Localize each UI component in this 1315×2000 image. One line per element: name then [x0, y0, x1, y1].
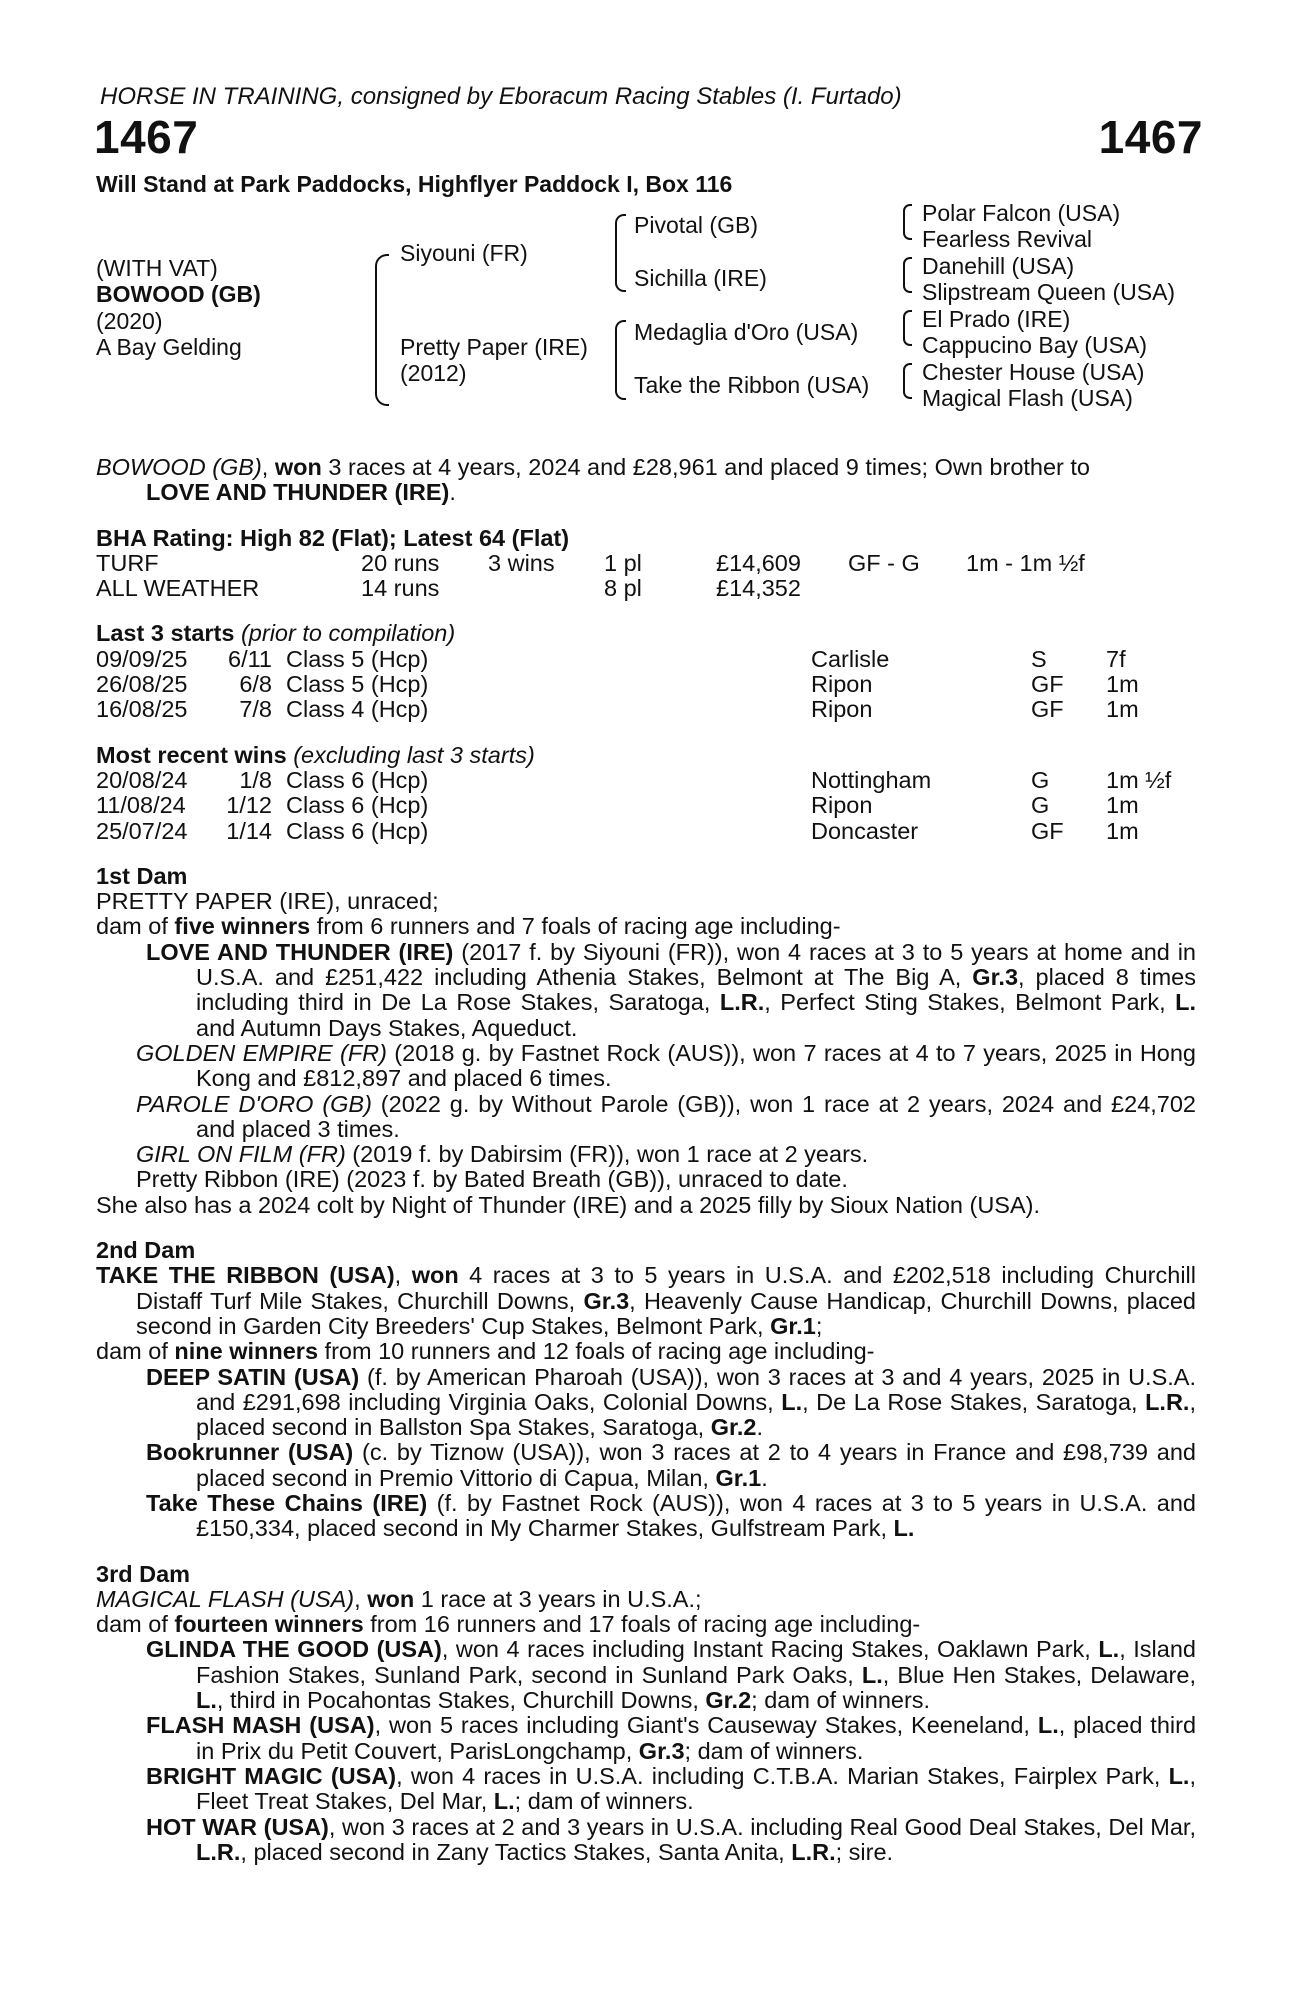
- entry-name: GIRL ON FILM (FR): [136, 1141, 346, 1168]
- run-course: Carlisle: [811, 645, 890, 672]
- run-distance: 7f: [1106, 645, 1126, 672]
- dam1-winners: five winners: [174, 913, 311, 940]
- dam3-won: won: [367, 1585, 415, 1612]
- entry-grade: L.: [861, 1661, 883, 1688]
- dam2-text: ;: [815, 1312, 823, 1339]
- run-date: 16/08/25: [96, 696, 188, 723]
- entry-name: PAROLE D'ORO (GB): [136, 1090, 372, 1117]
- entry-text: .: [761, 1464, 768, 1491]
- pedigree-dam: Pretty Paper (IRE): [400, 334, 588, 360]
- summary-brother-line: [96, 480, 1196, 505]
- dam1-entry: [96, 1041, 1196, 1092]
- recent-title: Most recent wins: [96, 741, 287, 768]
- pedigree-ggs-8: Magical Flash (USA): [922, 385, 1133, 411]
- pedigree-brace-g2: [903, 257, 912, 293]
- recent-row: [96, 819, 1196, 844]
- entry-grade: Gr.2: [705, 1687, 752, 1714]
- run-course: Ripon: [811, 696, 873, 723]
- run-class: Class 5 (Hcp): [286, 645, 429, 672]
- dam3-l2a: dam of: [96, 1611, 175, 1638]
- dam2-text: , Heavenly Cause Handicap, Churchill Downs, placed second in Garden City Breeders' Cup Stakes, Belmont Park,: [136, 1287, 1196, 1339]
- pedigree-brace-main: [375, 254, 389, 406]
- dam2-won: won: [411, 1262, 459, 1289]
- run-going: S: [1031, 645, 1047, 672]
- summary-won: won: [274, 454, 322, 480]
- entry-text: , placed 8 times including third in De La Rose Stakes, Saratoga,: [196, 964, 1196, 1016]
- win-class: Class 6 (Hcp): [286, 817, 429, 844]
- dam1-l2a: dam of: [96, 913, 175, 940]
- rating-aw-row: [96, 576, 1196, 601]
- entry-grade: L.R.: [1145, 1388, 1190, 1415]
- win-distance: 1m: [1106, 817, 1139, 844]
- entry-text: (2022 g. by Without Parole (GB)), won 1 race at 2 years, 2024 and £24,702 and placed 3 times.: [196, 1090, 1197, 1142]
- entry-grade: Gr.1: [715, 1464, 762, 1491]
- summary-text: 3 races at 4 years, 2024 and £28,961 and placed 9 times; Own brother to: [321, 454, 1091, 480]
- dam2-title: 2nd Dam: [96, 1237, 196, 1264]
- dam1-line2: [96, 914, 1196, 939]
- entry-name: LOVE AND THUNDER (IRE): [146, 938, 454, 965]
- entry-grade: Gr.3: [638, 1737, 685, 1764]
- entry-text: , De La Rose Stakes, Saratoga,: [802, 1388, 1146, 1415]
- pedigree-dam-year: (2012): [400, 360, 467, 386]
- entry-grade: Gr.2: [710, 1414, 757, 1441]
- run-distance: 1m: [1106, 671, 1139, 698]
- entry-text: , placed second in Ballston Spa Stakes, Saratoga,: [196, 1388, 1196, 1441]
- dam1-entry: [96, 940, 1196, 1041]
- entry-name: HOT WAR (USA): [146, 1813, 329, 1840]
- consignment-line: HORSE IN TRAINING, consigned by Eboracum Racing Stables (I. Furtado): [100, 83, 902, 110]
- entry-text: and Autumn Days Stakes, Aqueduct.: [196, 1014, 578, 1041]
- entry-text: .: [756, 1414, 763, 1441]
- win-date: 25/07/24: [96, 817, 188, 844]
- win-class: Class 6 (Hcp): [286, 766, 429, 793]
- dam3-entry: [96, 1764, 1196, 1815]
- dam2-grade: Gr.1: [770, 1312, 816, 1339]
- run-going: GF: [1031, 671, 1064, 698]
- pedigree-brace-dam: [615, 320, 626, 400]
- entry-text: ; dam of winners.: [684, 1737, 864, 1764]
- aw-pl: 8 pl: [604, 575, 642, 602]
- run-date: 09/09/25: [96, 645, 188, 672]
- run-course: Ripon: [811, 671, 873, 698]
- entry-text: , third in Pocahontas Stakes, Churchill Downs,: [216, 1687, 706, 1714]
- dam1-title: 1st Dam: [96, 862, 188, 889]
- entry-text: , won 4 races in U.S.A. including C.T.B.A. Marian Stakes, Fairplex Park,: [396, 1762, 1169, 1789]
- dam1-entry: Pretty Ribbon (IRE) (2023 f. by Bated Breath (GB)), unraced to date.: [136, 1166, 848, 1193]
- entry-text: (2017 f. by Siyouni (FR)), won 4 races at 3 to 5 years at home and in U.S.A. and £251,422 including Athenia Stakes, Belmont at The Big A,: [196, 938, 1196, 991]
- horse-name: BOWOOD (GB): [96, 281, 261, 307]
- dam3-winners: fourteen winners: [174, 1611, 364, 1638]
- entry-text: , won 3 races at 2 and 3 years in U.S.A. including Real Good Deal Stakes, Del Mar,: [328, 1813, 1196, 1840]
- dam2-grade: Gr.3: [583, 1287, 630, 1314]
- pedigree-brace-g3: [903, 310, 912, 346]
- entry-grade: Gr.3: [972, 964, 1019, 991]
- entry-text: , Fleet Treat Stakes, Del Mar,: [196, 1762, 1196, 1815]
- entry-name: Bookrunner (USA): [146, 1439, 354, 1466]
- win-going: G: [1031, 792, 1050, 819]
- turf-runs: 20 runs: [361, 549, 440, 576]
- last3-row: [96, 647, 1196, 672]
- dam2-record: TAKE THE RIBBON (USA), won 4 races at 3 to 5 years in U.S.A. and £202,518 including Churchill Distaff Turf Mile Stakes, Churchill Downs, Gr.3, Heavenly Cause Handicap, Churchill Downs, placed second in Garden City Breeders' Cup Stakes, Belmont Park, Gr.1;: [96, 1262, 1196, 1339]
- entry-name: FLASH MASH (USA): [146, 1712, 375, 1739]
- turf-label: TURF: [96, 549, 159, 576]
- win-distance: 1m: [1106, 792, 1139, 819]
- dam3-entry: [96, 1637, 1196, 1713]
- entry-text: , placed third in Prix du Petit Couvert, ParisLongchamp,: [196, 1712, 1197, 1764]
- entry-name: Take These Chains (IRE): [146, 1489, 428, 1516]
- run-date: 26/08/25: [96, 671, 188, 698]
- horse-description: A Bay Gelding: [96, 334, 242, 360]
- pedigree-sire: Siyouni (FR): [400, 240, 528, 266]
- entry-text: , Blue Hen Stakes, Delaware,: [882, 1661, 1196, 1688]
- summary-brother: LOVE AND THUNDER (IRE): [146, 479, 450, 506]
- run-class: Class 5 (Hcp): [286, 671, 429, 698]
- run-distance: 1m: [1106, 696, 1139, 723]
- dam2-entry: [96, 1365, 1196, 1441]
- win-course: Doncaster: [811, 817, 919, 844]
- entry-text: (f. by Fastnet Rock (AUS)), won 4 races at 3 to 5 years in U.S.A. and £150,334, placed second in My Charmer Stakes, Gulfstream Park,: [196, 1489, 1197, 1542]
- entry-grade: L.: [1175, 989, 1196, 1016]
- entry-text: (2019 f. by Dabirsim (FR)), won 1 race at 2 years.: [345, 1141, 869, 1168]
- win-date: 11/08/24: [96, 792, 186, 819]
- dam3-record: MAGICAL FLASH (USA), won 1 race at 3 years in U.S.A.;: [96, 1585, 702, 1612]
- dam3-entry: [96, 1815, 1196, 1866]
- summary-end: .: [449, 479, 456, 506]
- recent-row: [96, 793, 1196, 818]
- run-class: Class 4 (Hcp): [286, 696, 429, 723]
- entry-grade: L.R.: [196, 1838, 241, 1865]
- dam1-entry: [96, 1092, 1196, 1143]
- stand-location: Will Stand at Park Paddocks, Highflyer Paddock I, Box 116: [96, 171, 733, 197]
- entry-text: (c. by Tiznow (USA)), won 3 races at 2 to 4 years in France and £98,739 and placed second in Premio Vittorio di Capua, Milan,: [196, 1439, 1196, 1491]
- entry-text: , Perfect Sting Stakes, Belmont Park,: [764, 989, 1176, 1016]
- entry-name: GOLDEN EMPIRE (FR): [136, 1039, 387, 1066]
- turf-money: £14,609: [716, 549, 801, 576]
- rating-turf-row: [96, 551, 1196, 576]
- dam3-text: 1 race at 3 years in U.S.A.;: [414, 1585, 702, 1612]
- recent-row: [96, 768, 1196, 793]
- recent-note: (excluding last 3 starts): [293, 741, 535, 768]
- entry-name: BRIGHT MAGIC (USA): [146, 1762, 397, 1789]
- entry-text: , won 4 races including Instant Racing Stakes, Oaklawn Park,: [441, 1636, 1099, 1663]
- dam1-line1: PRETTY PAPER (IRE), unraced;: [96, 888, 439, 915]
- vat-note: (WITH VAT): [96, 255, 218, 281]
- entry-grade: L.: [893, 1515, 915, 1542]
- dam2-l2c: from 10 runners and 12 foals of racing age including-: [318, 1338, 875, 1365]
- run-position: 6/11: [228, 645, 272, 672]
- pedigree-granddam-2: Take the Ribbon (USA): [634, 372, 870, 398]
- dam2-winners: nine winners: [174, 1338, 319, 1365]
- run-going: GF: [1031, 696, 1064, 723]
- turf-going: GF - G: [848, 549, 920, 576]
- pedigree-ggs-7: Chester House (USA): [922, 359, 1145, 385]
- last3-title-line: [96, 621, 1196, 646]
- dam1-also: She also has a 2024 colt by Night of Thunder (IRE) and a 2025 filly by Sioux Nation (USA).: [96, 1191, 1040, 1218]
- entry-grade: L.: [781, 1388, 803, 1415]
- pedigree-grandsire-1: Pivotal (GB): [634, 212, 758, 238]
- entry-text: , won 5 races including Giant's Causeway Stakes, Keeneland,: [374, 1712, 1038, 1739]
- pedigree-brace-g1: [903, 204, 912, 240]
- pedigree-ggs-2: Fearless Revival: [922, 226, 1092, 252]
- entry-grade: L.: [196, 1687, 217, 1714]
- win-distance: 1m ½f: [1106, 766, 1172, 793]
- entry-text: , Island Fashion Stakes, Sunland Park, second in Sunland Park Oaks,: [196, 1636, 1196, 1688]
- entry-grade: L.: [493, 1788, 515, 1815]
- summary-horse: BOWOOD (GB): [96, 454, 262, 480]
- entry-text: (2018 g. by Fastnet Rock (AUS)), won 7 races at 4 to 7 years, 2025 in Hong Kong and £812,897 and placed 6 times.: [196, 1039, 1196, 1092]
- entry-text: ; sire.: [835, 1838, 894, 1865]
- pedigree-ggs-5: El Prado (IRE): [922, 306, 1071, 332]
- last3-row: [96, 697, 1196, 722]
- rating-title: BHA Rating: High 82 (Flat); Latest 64 (Flat): [96, 524, 570, 551]
- dam3-line2: [96, 1612, 1196, 1637]
- dam2-entry: [96, 1440, 1196, 1491]
- pedigree-brace-sire: [615, 214, 626, 292]
- entry-grade: L.R.: [719, 989, 765, 1016]
- last3-title: Last 3 starts: [96, 620, 235, 647]
- catalogue-body: [96, 455, 1196, 1865]
- dam1-l2c: from 6 runners and 7 foals of racing age including-: [310, 913, 841, 940]
- dam3-entry: [96, 1713, 1196, 1764]
- horse-year: (2020): [96, 308, 163, 334]
- entry-text: (f. by American Pharoah (USA)), won 3 races at 3 and 4 years, 2025 in U.S.A. and £291,698 including Virginia Oaks, Colonial Downs,: [196, 1363, 1196, 1415]
- entry-text: ; dam of winners.: [514, 1788, 694, 1815]
- pedigree-brace-g4: [903, 363, 912, 399]
- dam2-name: TAKE THE RIBBON (USA): [96, 1262, 395, 1289]
- turf-wins: 3 wins: [488, 549, 555, 576]
- pedigree-granddam-1: Sichilla (IRE): [634, 265, 767, 291]
- pedigree-grandsire-2: Medaglia d'Oro (USA): [634, 319, 859, 345]
- entry-grade: L.: [1098, 1636, 1120, 1663]
- aw-label: ALL WEATHER: [96, 575, 260, 602]
- win-going: GF: [1031, 817, 1064, 844]
- aw-money: £14,352: [716, 575, 801, 602]
- summary: BOWOOD (GB), won 3 races at 4 years, 2024 and £28,961 and placed 9 times; Own brother to: [96, 454, 1091, 480]
- dam2-line2: [96, 1339, 1196, 1364]
- lot-number-left: 1467: [94, 111, 199, 163]
- recent-title-line: [96, 743, 1196, 768]
- win-position: 1/14: [226, 817, 272, 844]
- entry-text: ; dam of winners.: [751, 1687, 931, 1714]
- turf-pl: 1 pl: [604, 549, 642, 576]
- win-class: Class 6 (Hcp): [286, 792, 429, 819]
- aw-runs: 14 runs: [361, 575, 440, 602]
- last3-row: [96, 672, 1196, 697]
- entry-text: , placed second in Zany Tactics Stakes, Santa Anita,: [240, 1838, 792, 1865]
- win-position: 1/8: [239, 766, 272, 793]
- pedigree-ggs-3: Danehill (USA): [922, 253, 1075, 279]
- dam2-text: 4 races at 3 to 5 years in U.S.A. and £202,518 including Churchill Distaff Turf Mile Stakes, Churchill Downs,: [136, 1262, 1196, 1314]
- entry-grade: L.: [1168, 1762, 1190, 1789]
- turf-dist: 1m - 1m ½f: [966, 549, 1085, 576]
- win-course: Ripon: [811, 792, 873, 819]
- dam3-title: 3rd Dam: [96, 1560, 191, 1587]
- pedigree-ggs-4: Slipstream Queen (USA): [922, 279, 1176, 305]
- win-going: G: [1031, 766, 1050, 793]
- dam2-l2a: dam of: [96, 1338, 175, 1365]
- lot-number-right: 1467: [1098, 111, 1203, 163]
- entry-name: DEEP SATIN (USA): [146, 1363, 360, 1390]
- run-position: 7/8: [239, 696, 272, 723]
- dam3-l2c: from 16 runners and 17 foals of racing age including-: [363, 1611, 921, 1638]
- last3-note: (prior to compilation): [240, 620, 456, 647]
- pedigree-ggs-1: Polar Falcon (USA): [922, 200, 1121, 226]
- win-date: 20/08/24: [96, 766, 188, 793]
- run-position: 6/8: [239, 671, 272, 698]
- pedigree-ggs-6: Cappucino Bay (USA): [922, 332, 1147, 358]
- dam1-entry: [96, 1142, 1196, 1167]
- win-position: 1/12: [226, 792, 272, 819]
- win-course: Nottingham: [811, 766, 932, 793]
- entry-grade: L.R.: [791, 1838, 836, 1865]
- dam2-entry: [96, 1491, 1196, 1542]
- entry-name: GLINDA THE GOOD (USA): [146, 1636, 442, 1663]
- dam3-name: MAGICAL FLASH (USA): [96, 1585, 355, 1612]
- entry-grade: L.: [1037, 1712, 1059, 1739]
